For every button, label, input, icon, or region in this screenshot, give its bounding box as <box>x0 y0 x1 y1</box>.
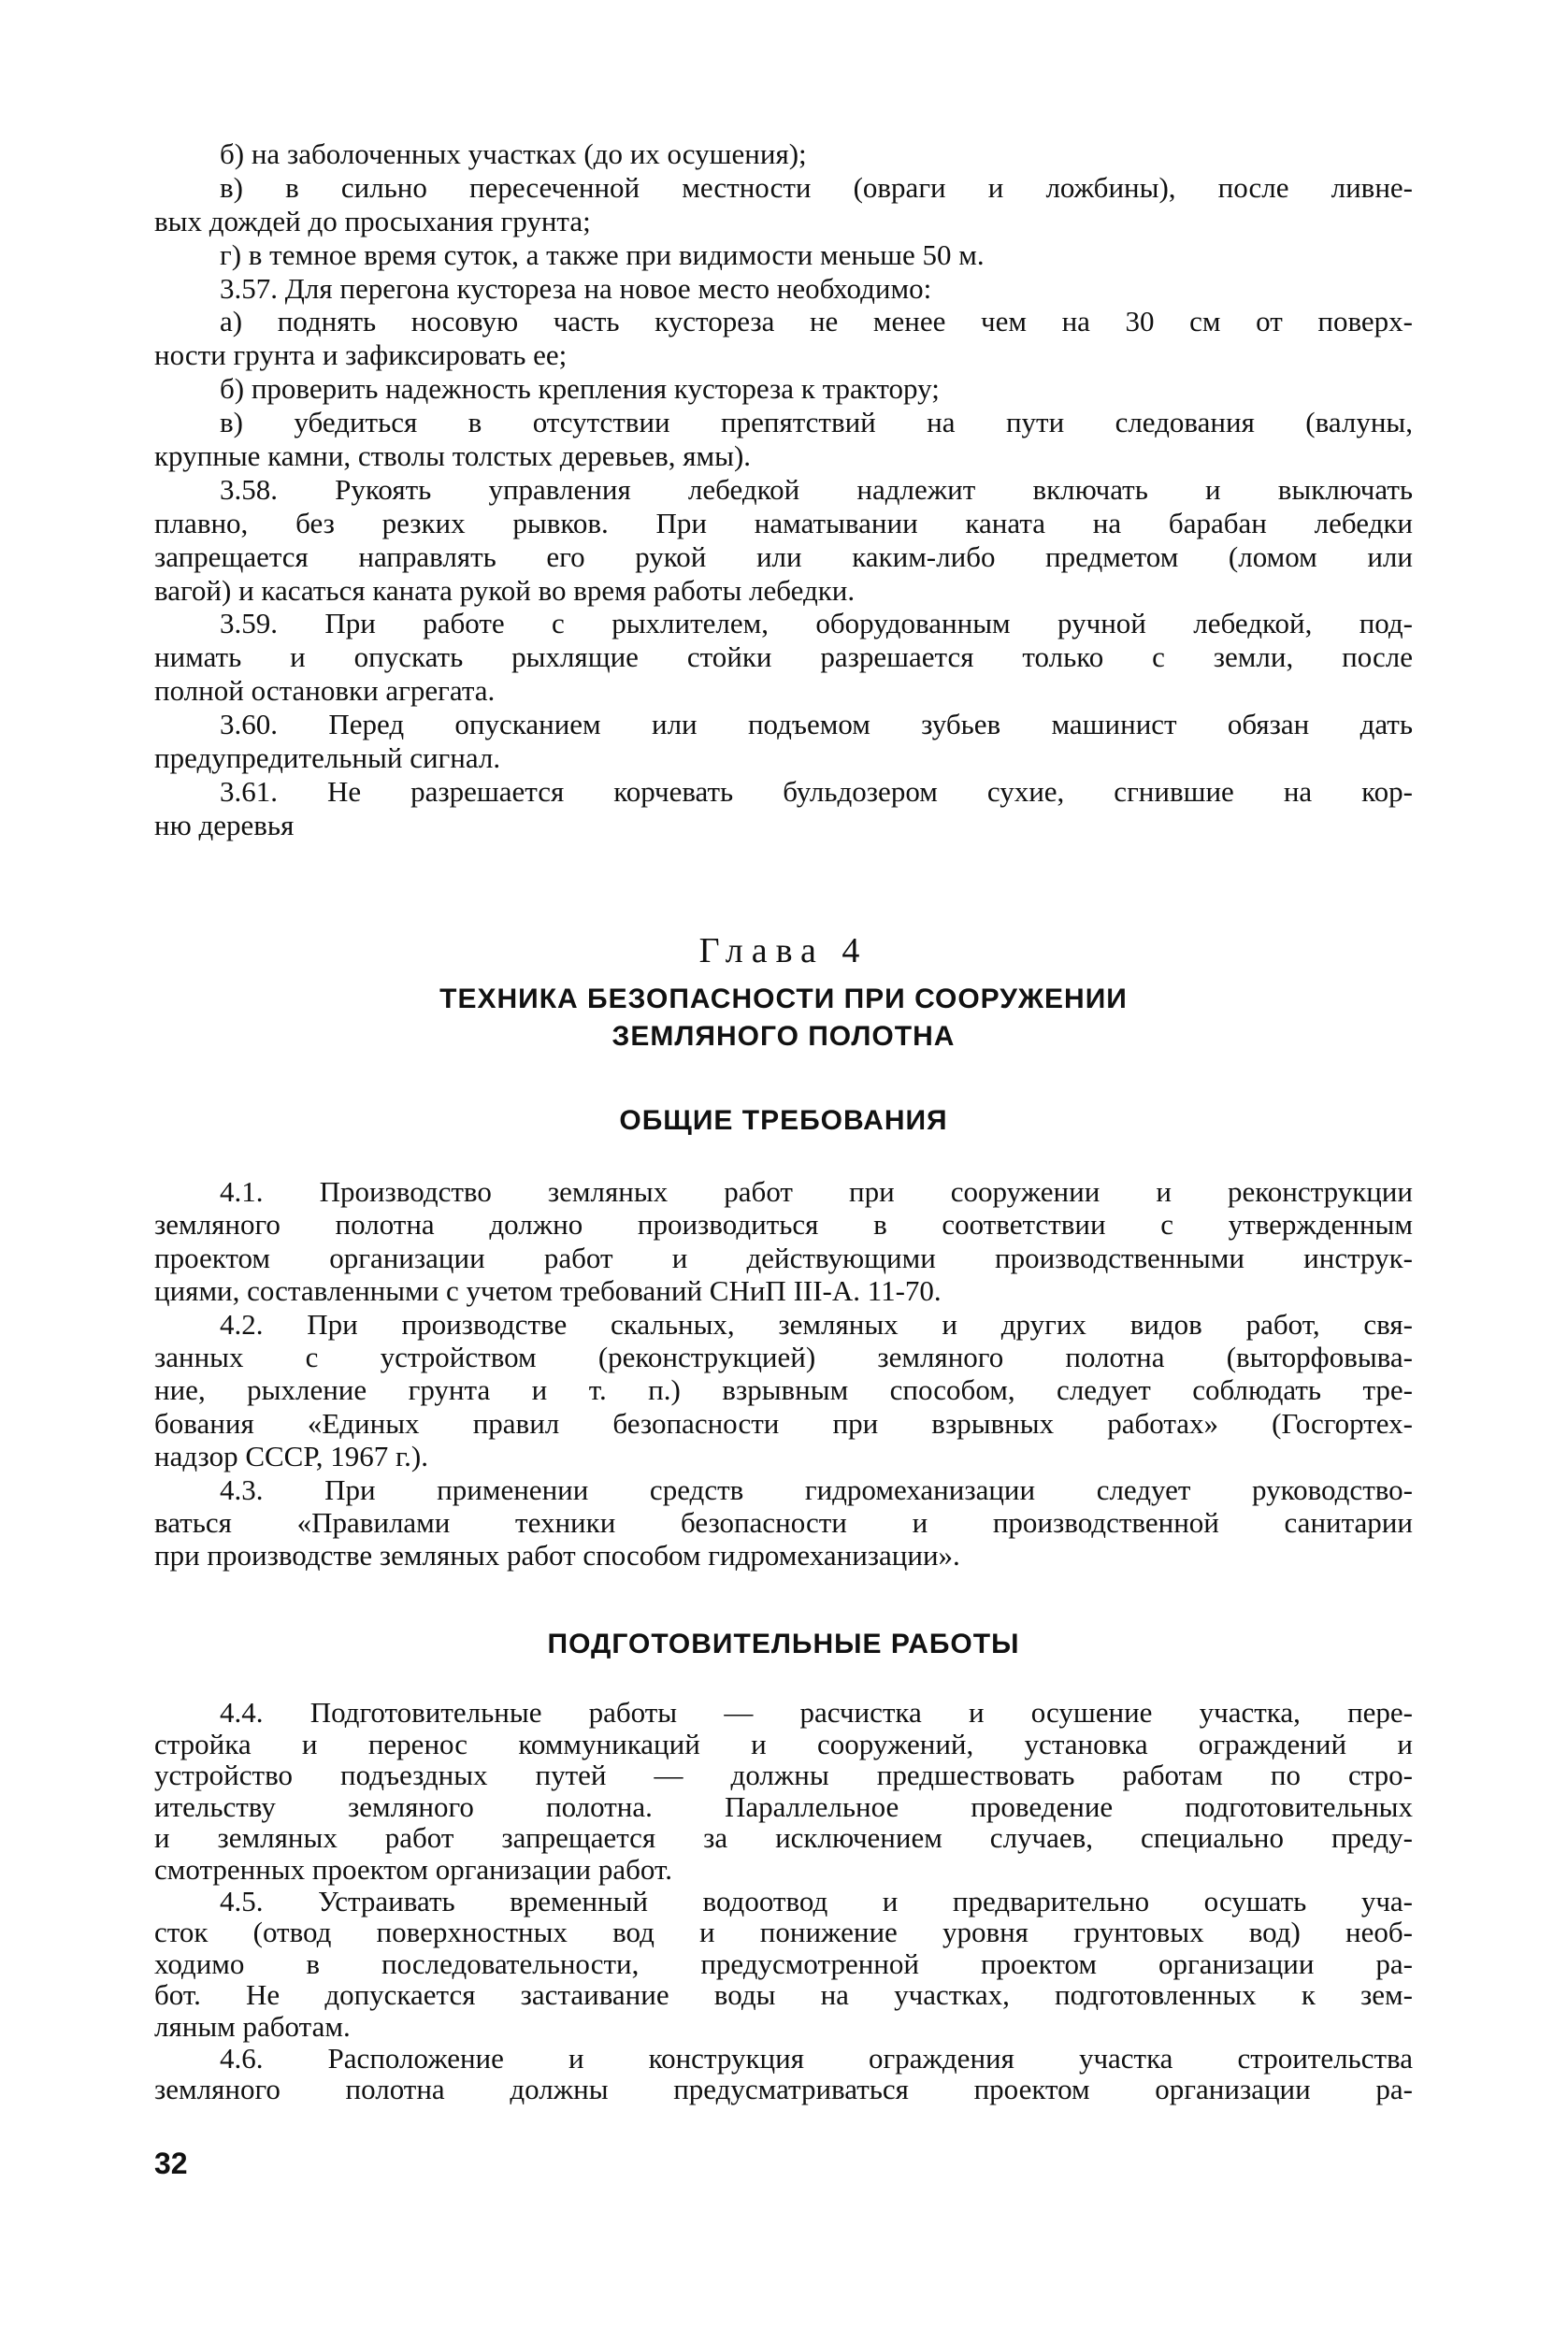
paragraph <box>154 272 1413 306</box>
text-line: 4.6. Расположение и конструкция ограждения участка строительства <box>220 2041 1413 2075</box>
text-line: земляного полотна должно производиться в соответствии с утвержденным <box>154 1208 1413 1242</box>
heading-general-requirements: ОБЩИЕ ТРЕБОВАНИЯ <box>619 1105 948 1136</box>
section-general-requirements <box>154 1175 1413 1573</box>
text-line: смотренных проектом организации работ. <box>154 1852 672 1886</box>
text-line: предупредительный сигнал. <box>154 741 501 775</box>
text-line: 4.5. Устраивать временный водоотвод и предварительно осушать уча- <box>220 1884 1413 1917</box>
text-line: в) в сильно пересеченной местности (овраги и ложбины), после ливне- <box>220 170 1413 204</box>
text-line: а) поднять носовую часть кустореза не менее чем на 30 см от поверх- <box>220 305 1413 338</box>
text-line: 3.59. При работе с рыхлителем, оборудованным ручной лебедкой, под- <box>220 607 1413 640</box>
text-line: вых дождей до просыхания грунта; <box>154 204 591 237</box>
paragraph <box>154 708 1413 775</box>
page-number: 32 <box>154 2147 188 2180</box>
text-line: циями, составленными с учетом требований СНиП III-А. 11-70. <box>154 1274 942 1308</box>
text-line: ню деревья <box>154 808 295 841</box>
text-line: 4.1. Производство земляных работ при сооружении и реконструкции <box>220 1175 1413 1208</box>
text-line: 3.60. Перед опусканием или подъемом зубьев машинист обязан дать <box>220 708 1413 741</box>
text-line: бот. Не допускается застаивание воды на участках, подготовленных к зем- <box>154 1978 1413 2012</box>
paragraph <box>154 775 1413 842</box>
text-line: и земляных работ запрещается за исключением случаев, специально преду- <box>154 1821 1413 1855</box>
section-3-rules <box>154 137 1413 842</box>
paragraph <box>154 607 1413 708</box>
paragraph <box>154 2043 1413 2105</box>
text-line: ходимо в последовательности, предусмотренной проектом организации ра- <box>154 1946 1413 1980</box>
paragraph <box>154 1886 1413 2043</box>
text-line: ляным работам. <box>154 2009 351 2043</box>
heading-preparatory-works: ПОДГОТОВИТЕЛЬНЫЕ РАБОТЫ <box>547 1629 1020 1659</box>
text-line: при производстве земляных работ способом гидромеханизации». <box>154 1539 960 1573</box>
text-line: проектом организации работ и действующими производственными инструк- <box>154 1241 1413 1274</box>
text-line: в) убедиться в отсутствии препятствий на пути следования (валуны, <box>220 406 1413 439</box>
paragraph <box>154 238 1413 272</box>
text-line: б) на заболоченных участках (до их осушения); <box>220 137 807 170</box>
paragraph <box>154 1473 1413 1573</box>
paragraph <box>154 1175 1413 1308</box>
text-line: надзор СССР, 1967 г.). <box>154 1440 429 1473</box>
paragraph <box>154 171 1413 238</box>
text-line: г) в темное время суток, а также при видимости меньше 50 м. <box>220 237 985 271</box>
section-preparatory-works <box>154 1697 1413 2105</box>
text-line: 3.58. Рукоять управления лебедкой надлежит включать и выключать <box>220 472 1413 506</box>
text-line: 4.4. Подготовительные работы — расчистка и осушение участка, пере- <box>220 1696 1413 1729</box>
text-line: сток (отвод поверхностных вод и понижение уровня грунтовых вод) необ- <box>154 1916 1413 1949</box>
chapter-label: Глава 4 <box>698 931 869 970</box>
text-line: устройство подъездных путей — должны предшествовать работам по стро- <box>154 1759 1413 1792</box>
text-line: 4.2. При производстве скальных, земляных и других видов работ, свя- <box>220 1307 1413 1341</box>
text-line: вагой) и касаться каната рукой во время работы лебедки. <box>154 573 856 607</box>
text-line: нимать и опускать рыхлящие стойки разрешается только с земли, после <box>154 640 1413 674</box>
text-line: 3.57. Для перегона кустореза на новое место необходимо: <box>220 271 932 305</box>
paragraph <box>154 1308 1413 1473</box>
text-line: плавно, без резких рывков. При наматывании каната на барабан лебедки <box>154 506 1413 539</box>
text-line: ительству земляного полотна. Параллельное проведение подготовительных <box>154 1789 1413 1823</box>
text-line: земляного полотна должны предусматриваться проектом организации ра- <box>154 2073 1413 2106</box>
text-line: ности грунта и зафиксировать ее; <box>154 338 568 372</box>
paragraph <box>154 1697 1413 1886</box>
paragraph <box>154 137 1413 171</box>
text-line: 3.61. Не разрешается корчевать бульдозером сухие, сгнившие на кор- <box>220 774 1413 808</box>
paragraph <box>154 372 1413 406</box>
paragraph <box>154 305 1413 372</box>
text-line: ние, рыхление грунта и т. п.) взрывным способом, следует соблюдать тре- <box>154 1373 1413 1407</box>
text-line: занных с устройством (реконструкцией) земляного полотна (выторфовыва- <box>154 1340 1413 1373</box>
text-line: б) проверить надежность крепления кустореза к трактору; <box>220 372 940 406</box>
paragraph <box>154 406 1413 473</box>
text-line: крупные камни, стволы толстых деревьев, ямы). <box>154 439 752 473</box>
text-line: стройка и перенос коммуникаций и сооружений, установка ограждений и <box>154 1727 1413 1760</box>
chapter-title-line-2: ЗЕМЛЯНОГО ПОЛОТНА <box>611 1021 956 1052</box>
text-line: полной остановки агрегата. <box>154 674 496 708</box>
chapter-title-line-1: ТЕХНИКА БЕЗОПАСНОСТИ ПРИ СООРУЖЕНИИ <box>439 984 1128 1014</box>
paragraph <box>154 473 1413 608</box>
text-line: запрещается направлять его рукой или каким-либо предметом (ломом или <box>154 539 1413 573</box>
text-line: 4.3. При применении средств гидромеханизации следует руководство- <box>220 1472 1413 1506</box>
text-line: ваться «Правилами техники безопасности и производственной санитарии <box>154 1505 1413 1539</box>
text-line: бования «Единых правил безопасности при взрывных работах» (Госгортех- <box>154 1406 1413 1440</box>
